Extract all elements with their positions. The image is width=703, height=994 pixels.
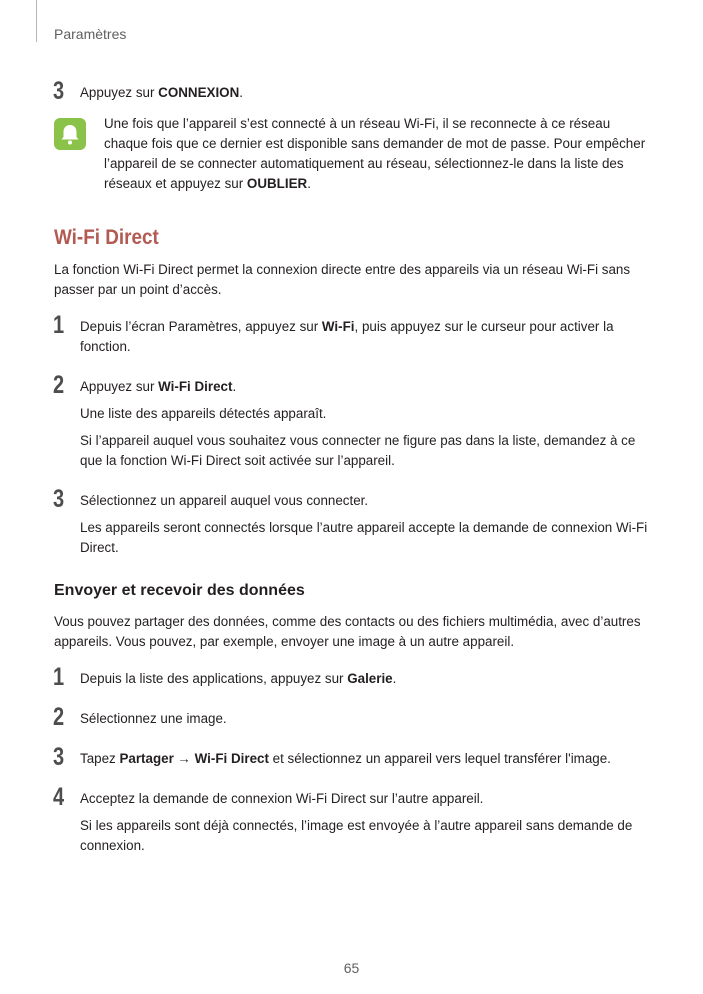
page-header-title: Paramètres: [54, 26, 127, 42]
section-intro: La fonction Wi-Fi Direct permet la connexion directe entre des appareils via un réseau Wi-Fi sans passer par un point d’accès.: [54, 262, 631, 297]
header-divider: [36, 0, 37, 42]
section-heading-wifi-direct: Wi-Fi Direct: [54, 226, 159, 249]
step-number: 1: [53, 663, 65, 691]
step-text: Depuis la liste des applications, appuyez sur Galerie.: [80, 671, 397, 686]
page-number: 65: [343, 960, 360, 976]
step-detail: Si l’appareil auquel vous souhaitez vous connecter ne figure pas dans la liste, demandez à ce que la fonction Wi-Fi Direct soit activée sur l’appareil.: [80, 433, 636, 468]
subsection-intro: Vous pouvez partager des données, comme des contacts ou des fichiers multimédia, avec d’autres appareils. Vous pouvez, par exemple, envoyer une image à un autre appareil.: [54, 614, 641, 649]
step-number: 2: [53, 703, 65, 731]
note-text: Une fois que l’appareil s’est connecté à un réseau Wi-Fi, il se reconnecte à ce réseau chaque fois que ce dernier est disponible sans demander de mot de passe. Pour empêcher l’appareil de se connecter automatiquement au réseau, sélectionnez-le dans la liste des réseaux et appuyez sur OUBLIER.: [104, 116, 646, 191]
step-text: Acceptez la demande de connexion Wi-Fi Direct sur l’autre appareil.: [80, 791, 484, 806]
step-detail: Si les appareils sont déjà connectés, l’image est envoyée à l’autre appareil sans demande de connexion.: [80, 818, 633, 853]
step-number: 1: [53, 311, 65, 339]
step-number: 3: [53, 77, 65, 105]
step-detail: Une liste des appareils détectés apparaît.: [80, 406, 327, 421]
step-text: Appuyez sur Wi-Fi Direct.: [80, 379, 237, 394]
step-text: Appuyez sur CONNEXION.: [80, 85, 243, 100]
step-detail: Les appareils seront connectés lorsque l’autre appareil accepte la demande de connexion Wi-Fi Direct.: [80, 520, 648, 555]
bell-icon: [54, 118, 86, 150]
step-number: 4: [53, 783, 65, 811]
step-text: Depuis l’écran Paramètres, appuyez sur Wi-Fi, puis appuyez sur le curseur pour activer la fonction.: [80, 319, 614, 354]
step-number: 3: [53, 485, 65, 513]
step-text: Sélectionnez un appareil auquel vous connecter.: [80, 493, 369, 508]
step-number: 3: [53, 743, 65, 771]
subsection-heading: Envoyer et recevoir des données: [54, 582, 305, 599]
step-text: Tapez Partager → Wi-Fi Direct et sélectionnez un appareil vers lequel transférer l'image.: [80, 751, 611, 766]
step-number: 2: [53, 371, 65, 399]
step-text: Sélectionnez une image.: [80, 711, 227, 726]
